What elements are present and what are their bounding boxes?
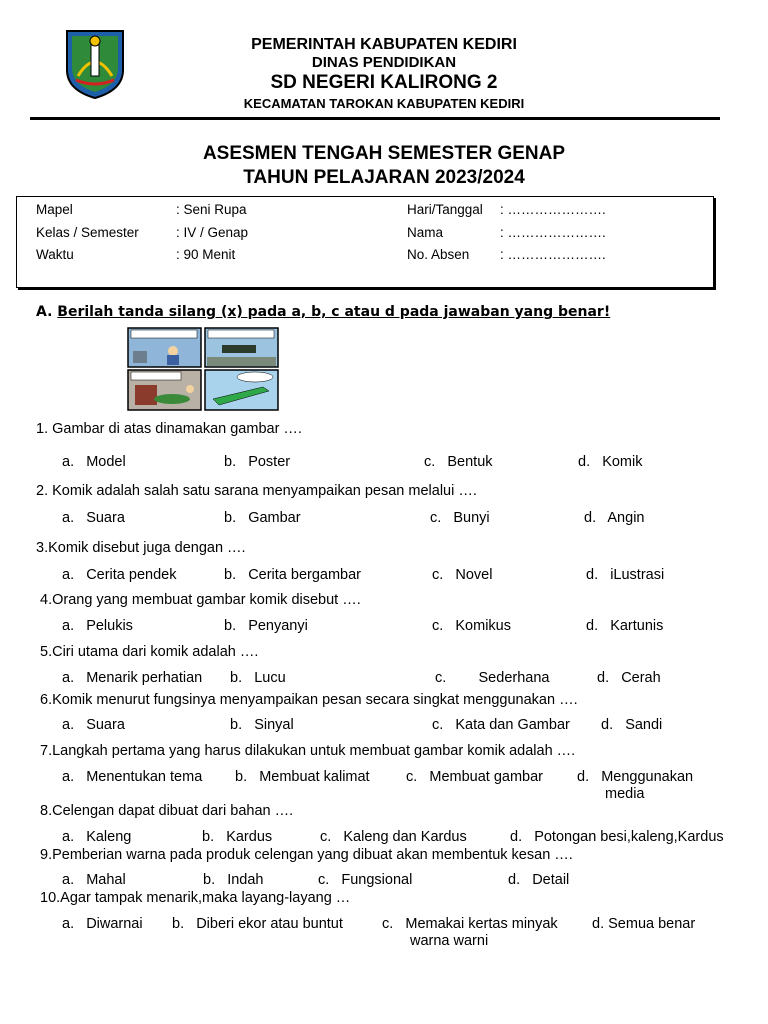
mapel-value: : Seni Rupa — [176, 202, 247, 217]
q3-option-d[interactable]: d. iLustrasi — [586, 567, 665, 583]
kelas-label: Kelas / Semester — [36, 225, 139, 240]
student-info-box — [16, 196, 714, 288]
question-8: 8.Celengan dapat dibuat dari bahan …. — [40, 803, 294, 819]
q7-option-b[interactable]: b. Membuat kalimat — [235, 769, 370, 785]
q9-option-c[interactable]: c. Fungsional — [318, 872, 413, 888]
q8-option-d[interactable]: d. Potongan besi,kaleng,Kardus — [510, 829, 724, 845]
q4-option-c[interactable]: c. Komikus — [432, 618, 511, 634]
q2-option-a[interactable]: a. Suara — [62, 510, 125, 526]
q7-option-d-continued: media — [605, 786, 645, 802]
q5-option-b[interactable]: b. Lucu — [230, 670, 286, 686]
q10-option-a[interactable]: a. Diwarnai — [62, 916, 143, 932]
school-address: KECAMATAN TAROKAN KABUPATEN KEDIRI — [243, 96, 525, 111]
q9-option-a[interactable]: a. Mahal — [62, 872, 126, 888]
absen-label: No. Absen — [407, 247, 470, 262]
q10-option-c[interactable]: c. Memakai kertas minyak — [382, 916, 558, 932]
q1-option-d[interactable]: d. Komik — [578, 454, 643, 470]
q8-option-c[interactable]: c. Kaleng dan Kardus — [320, 829, 467, 845]
question-10: 10.Agar tampak menarik,maka layang-layang … — [40, 890, 351, 906]
exam-title: ASESMEN TENGAH SEMESTER GENAP — [202, 143, 566, 164]
question-9: 9.Pemberian warna pada produk celengan yang dibuat akan membentuk kesan …. — [40, 847, 573, 863]
q6-option-b[interactable]: b. Sinyal — [230, 717, 294, 733]
q3-option-b[interactable]: b. Cerita bergambar — [224, 567, 362, 583]
q7-option-c[interactable]: c. Membuat gambar — [406, 769, 544, 785]
q4-option-d[interactable]: d. Kartunis — [586, 618, 664, 634]
q3-option-c[interactable]: c. Novel — [432, 567, 493, 583]
nama-field[interactable]: : …………………. — [500, 225, 606, 240]
question-7: 7.Langkah pertama yang harus dilakukan untuk membuat gambar komik adalah …. — [40, 743, 576, 759]
q8-option-b[interactable]: b. Kardus — [202, 829, 273, 845]
q8-option-a[interactable]: a. Kaleng — [62, 829, 132, 845]
q6-option-c[interactable]: c. Kata dan Gambar — [432, 717, 570, 733]
q9-option-b[interactable]: b. Indah — [203, 872, 264, 888]
regency-logo — [64, 28, 126, 100]
question-2: 2. Komik adalah salah satu sarana menyampaikan pesan melalui …. — [36, 483, 477, 499]
q4-option-a[interactable]: a. Pelukis — [62, 618, 133, 634]
question-4: 4.Orang yang membuat gambar komik disebut …. — [40, 592, 361, 608]
q5-option-c[interactable]: c. Sederhana — [435, 670, 550, 686]
exam-year: TAHUN PELAJARAN 2023/2024 — [243, 167, 525, 188]
q2-option-b[interactable]: b. Gambar — [224, 510, 301, 526]
header-divider — [30, 117, 720, 120]
hari-field[interactable]: : …………………. — [500, 202, 606, 217]
question-3: 3.Komik disebut juga dengan …. — [36, 540, 246, 556]
q5-option-a[interactable]: a. Menarik perhatian — [62, 670, 203, 686]
q2-option-c[interactable]: c. Bunyi — [430, 510, 490, 526]
comic-illustration — [127, 327, 280, 411]
q7-option-a[interactable]: a. Menentukan tema — [62, 769, 203, 785]
school-name: SD NEGERI KALIRONG 2 — [270, 72, 498, 93]
section-letter: A. — [36, 304, 53, 320]
q10-option-c-continued: warna warni — [410, 933, 489, 949]
q10-option-b[interactable]: b. Diberi ekor atau buntut — [172, 916, 343, 932]
hari-label: Hari/Tanggal — [407, 202, 483, 217]
q1-option-c[interactable]: c. Bentuk — [424, 454, 493, 470]
question-6: 6.Komik menurut fungsinya menyampaikan pesan secara singkat menggunakan …. — [40, 692, 578, 708]
mapel-label: Mapel — [36, 202, 73, 217]
section-a-instruction — [36, 304, 610, 320]
section-instruction-text: Berilah tanda silang (x) pada a, b, c atau d pada jawaban yang benar! — [57, 304, 611, 320]
waktu-label: Waktu — [36, 247, 74, 262]
waktu-value: : 90 Menit — [176, 247, 236, 262]
q7-option-d[interactable]: d. Menggunakan — [577, 769, 694, 785]
absen-field[interactable]: : …………………. — [500, 247, 606, 262]
nama-label: Nama — [407, 225, 444, 240]
department-name: DINAS PENDIDIKAN — [311, 54, 457, 71]
q3-option-a[interactable]: a. Cerita pendek — [62, 567, 177, 583]
q5-option-d[interactable]: d. Cerah — [597, 670, 661, 686]
question-1: 1. Gambar di atas dinamakan gambar …. — [36, 421, 302, 437]
q1-option-a[interactable]: a. Model — [62, 454, 126, 470]
q6-option-a[interactable]: a. Suara — [62, 717, 125, 733]
q1-option-b[interactable]: b. Poster — [224, 454, 291, 470]
government-name: PEMERINTAH KABUPATEN KEDIRI — [251, 36, 517, 53]
q9-option-d[interactable]: d. Detail — [508, 872, 570, 888]
q10-option-d[interactable]: d. Semua benar — [592, 916, 696, 932]
q4-option-b[interactable]: b. Penyanyi — [224, 618, 308, 634]
q2-option-d[interactable]: d. Angin — [584, 510, 645, 526]
question-5: 5.Ciri utama dari komik adalah …. — [40, 644, 259, 660]
kelas-value: : IV / Genap — [176, 225, 249, 240]
q6-option-d[interactable]: d. Sandi — [601, 717, 663, 733]
